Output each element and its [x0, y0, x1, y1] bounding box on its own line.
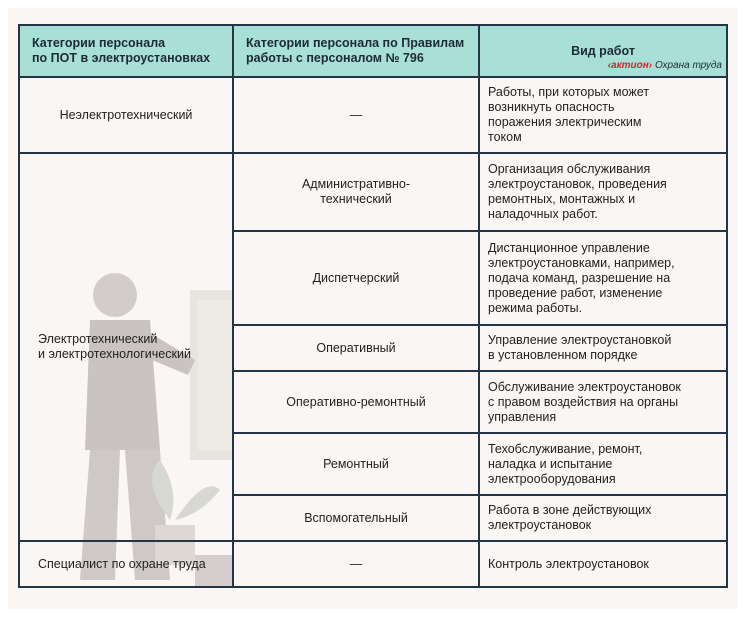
table-row [19, 541, 727, 587]
work-cell: Работы, при которых может возникнуть опасность поражения электрическим током [479, 77, 727, 153]
personnel-categories-table [18, 24, 728, 588]
category-cell: Неэлектротехнический [19, 77, 233, 153]
subcategory-cell: — [233, 77, 479, 153]
subcategory-cell: — [233, 541, 479, 587]
subcategory-cell: Оперативно-ремонтный [233, 371, 479, 433]
aktion-brand-logo: ‹актион› Охрана труда [607, 60, 722, 71]
subcategory-cell: Оперативный [233, 325, 479, 371]
subcategory-cell: Ремонтный [233, 433, 479, 495]
subcategory-cell: Диспетчерский [233, 231, 479, 325]
subcategory-cell: Вспомогательный [233, 495, 479, 541]
header-col-work-type: Вид работ ‹актион› Охрана труда [479, 25, 727, 77]
work-cell: Обслуживание электроустановок с правом воздействия на органы управления [479, 371, 727, 433]
work-cell: Контроль электроустановок [479, 541, 727, 587]
category-cell: Специалист по охране труда [19, 541, 233, 587]
work-cell: Техобслуживание, ремонт, наладка и испытание электрооборудования [479, 433, 727, 495]
header-col-rules-796: Категории персонала по Правилам работы с персоналом № 796 [233, 25, 479, 77]
work-cell: Работа в зоне действующих электроустановок [479, 495, 727, 541]
table-row [19, 77, 727, 153]
category-cell-electrotechnical: Электротехнический и электротехнологический [19, 153, 233, 541]
subcategory-cell: Административно- технический [233, 153, 479, 231]
work-cell: Организация обслуживания электроустановок, проведения ремонтных, монтажных и наладочных работ. [479, 153, 727, 231]
work-cell: Дистанционное управление электроустановками, например, подача команд, разрешение на проведение работ, изменение режима работы. [479, 231, 727, 325]
table-header-row [19, 25, 727, 77]
work-cell: Управление электроустановкой в установленном порядке [479, 325, 727, 371]
header-col-pot: Категории персонала по ПОТ в электроустановках [19, 25, 233, 77]
table-row [19, 153, 727, 231]
